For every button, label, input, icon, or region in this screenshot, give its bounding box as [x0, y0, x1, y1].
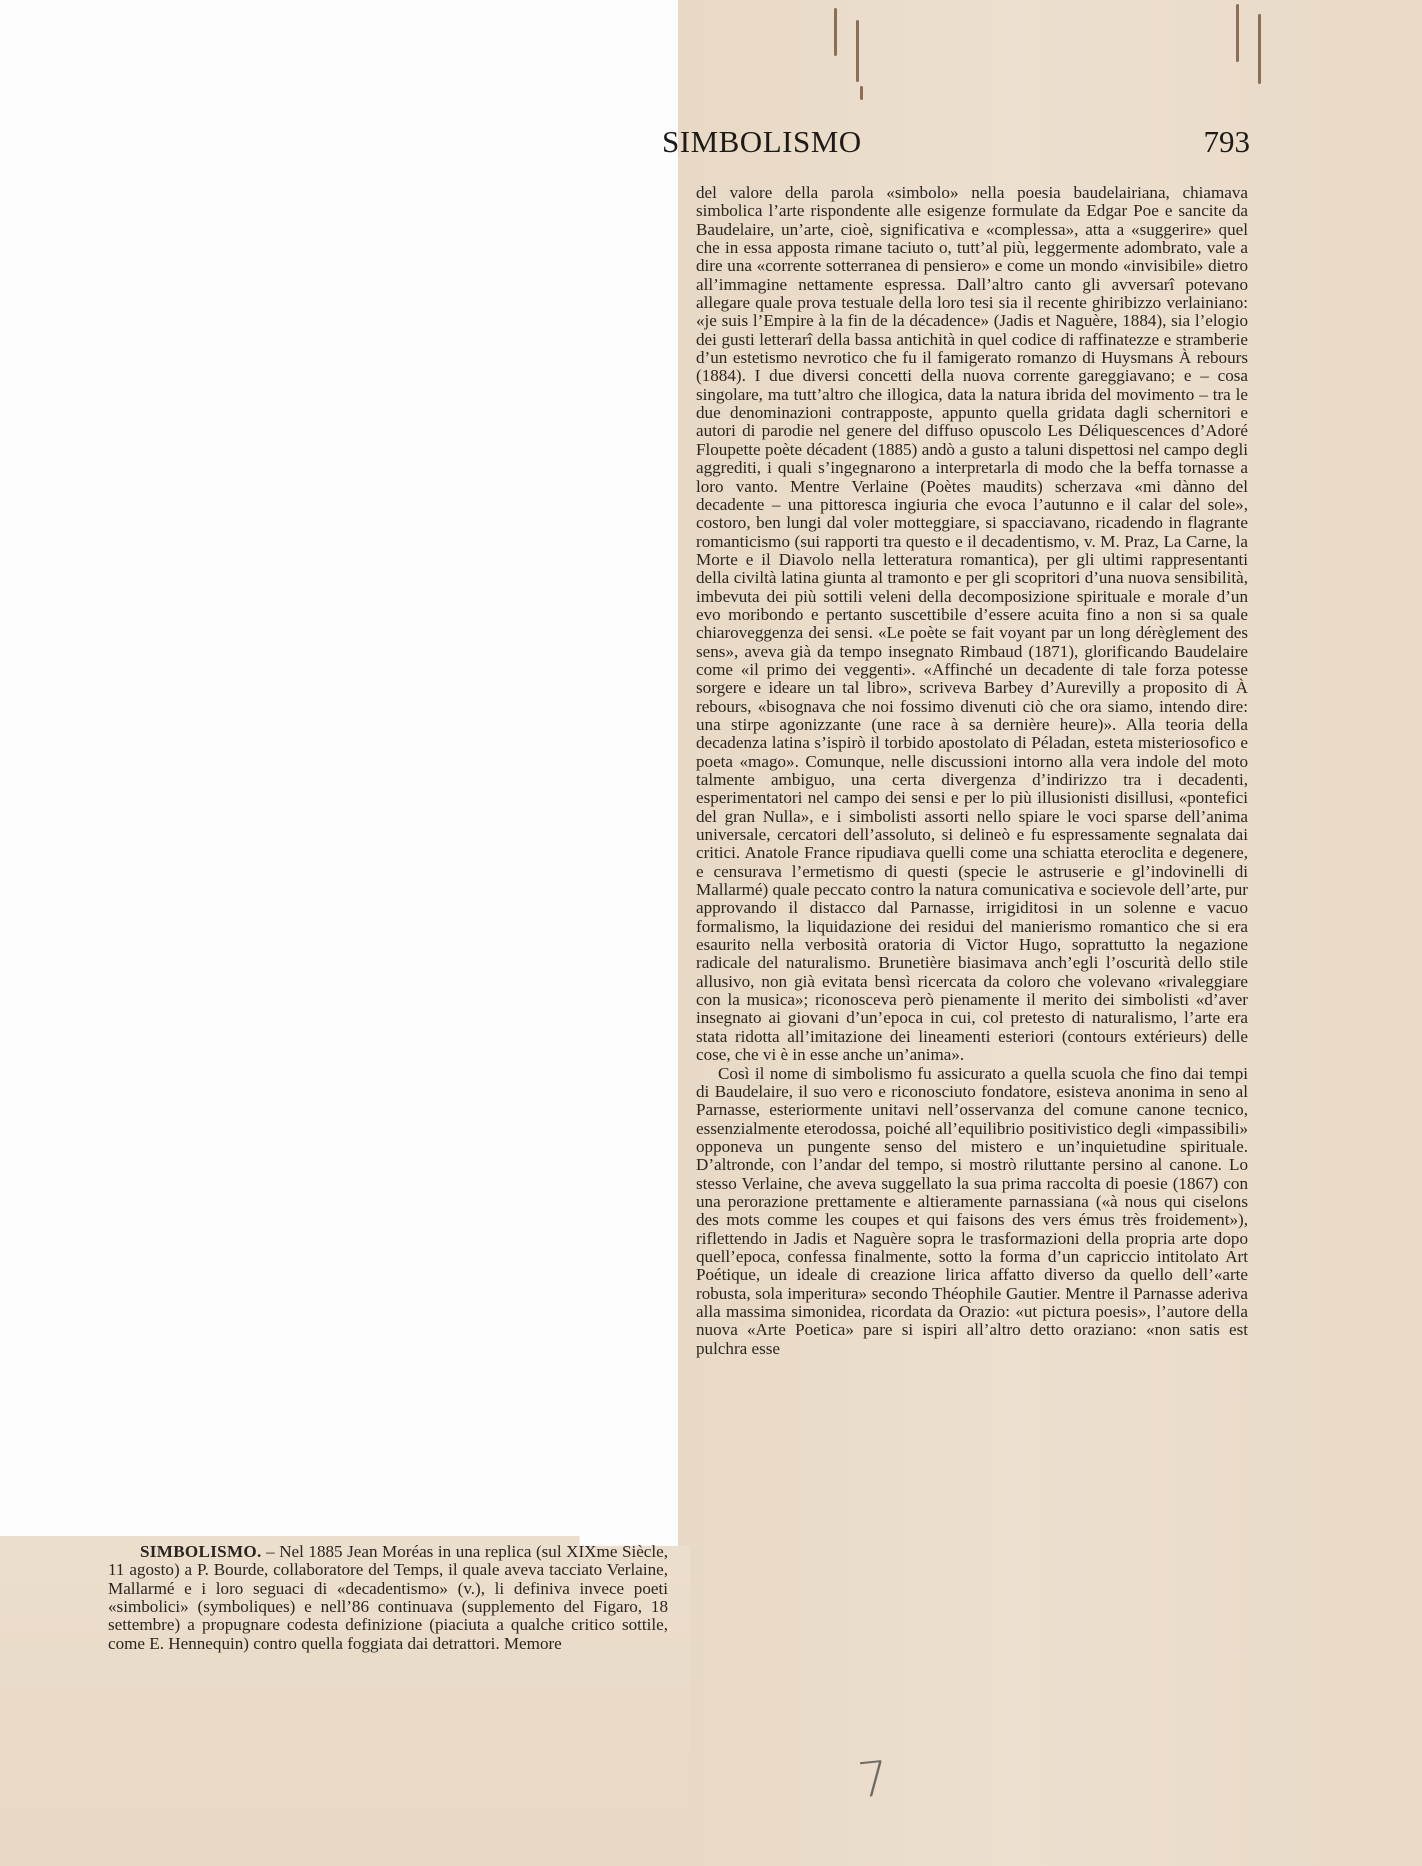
staple-mark-right-2: [1258, 14, 1261, 84]
article-paragraph: Così il nome di simbolismo fu assicurato a quella scuola che fino dai tempi di Baudelaire, il suo vero e riconosciuto fondatore, esisteva anonima in seno al Parnasse, esteriormente unitavi nell’osservanza del comune canone tecnico, essenzialmente eterodossa, poiché all’equilibrio positivistico degli «impassibili» opponeva un pungente senso del mistero e un’inquietudine spirituale. D’altronde, con l’andar del tempo, si mostrò riluttante persino al canone. Lo stesso Verlaine, che aveva suggellato la sua prima raccolta di poesie (1867) con una perorazione prettamente e altieramente parnassiana («à nous qui ciselons des mots comme les coupes et qui faisons des vers émus très froidement»), riflettendo in Jadis et Naguère sopra le trasformazioni della propria arte dopo quell’epoca, confessa finalmente, sotto la forma d’un capriccio intitolato Art Poétique, un ideale di creazione lirica affatto diverso da quello dell’«arte robusta, sola imperitura» secondo Théophile Gautier. Mentre il Parnasse aderiva alla massima simonidea, ricordata da Orazio: «ut pictura poesis», l’autore della nuova «Arte Poetica» pare si ispiri all’altro detto oraziano: «non satis est pulchra esse: [696, 1063, 1248, 1358]
staple-mark-left-2: [856, 20, 859, 82]
article-column: [696, 184, 1248, 1358]
staple-mark-right-1: [1236, 4, 1239, 62]
entry-body: – Nel 1885 Jean Moréas in una replica (sul XIXme Siècle, 11 agosto) a P. Bourde, collaboratore del Temps, il quale aveva tacciato Verlaine, Mallarmé e i loro seguaci di «decadentismo» (v.), li definiva invece poeti «simbolici» (symboliques) e nell’86 continuava (supplemento del Figaro, 18 settembre) a propugnare codesta definizione (piaciuta a qualche critico sottile, come E. Hennequin) contro quella foggiata dai detrattori. Memore: [108, 1542, 668, 1653]
page-header-title: SIMBOLISMO: [662, 124, 862, 159]
staple-mark-left-1: [834, 8, 837, 56]
page-number: 793: [1203, 124, 1250, 159]
article-paragraph: del valore della parola «simbolo» nella poesia baudelairiana, chiamava simbolica l’arte rispondente alle esigenze formulate da Edgar Poe e sancite da Baudelaire, un’arte, cioè, significativa e «complessa», atta a «suggerire» quel che in essa apposta rimane taciuto o, tutt’al più, leggermente adombrato, vale a dire una «corrente sotterranea di pensiero» e come un mondo «invisibile» dietro all’immagine nettamente espressa. Dall’altro canto gli avversarî potevano allegare quale prova testuale della loro tesi sia il recente ghiribizzo verlainiano: «je suis l’Empire à la fin de la décadence» (Jadis et Naguère, 1884), sia l’elogio dei gusti letterarî della bassa antichità in quel codice di raffinatezze e stramberie d’un estetismo nevrotico che fu il famigerato romanzo di Huysmans À rebours (1884). I due diversi concetti della nuova corrente gareggiavano; e – cosa singolare, ma tutt’altro che illogica, data la natura ibrida del movimento – tra le due denominazioni contrapposte, appunto quella gridata dagli schernitori e autori di parodie nel genere del diffuso opuscolo Les Déliquescences d’Adoré Floupette poète décadent (1885) andò a gusto a taluni dispettosi nel campo degli aggrediti, i quali s’ingegnarono a interpretarla di modo che la beffa tornasse a loro vanto. Mentre Verlaine (Poètes maudits) scherzava «mi dànno del decadente – una pittoresca ingiuria che evoca l’autunno e il calar del sole», costoro, ben lungi dal voler motteggiare, si spacciavano, ricadendo in flagrante romanticismo (sui rapporti tra questo e il decadentismo, v. M. Praz, La Carne, la Morte e il Diavolo nella letteratura romantica), per gli ultimi rappresentanti della civiltà latina giunta al tramonto e per gli scopritori d’una nuova sensibilità, imbevuta dei più sottili veleni della decomposizione spirituale e morale d’un evo moribondo e pertanto suscettibile d’essere acuita fino a non si sa quale chiaroveggenza dei sensi. «Le poète se fait voyant par un long dérèglement des sens», aveva già da tempo insegnato Rimbaud (1871), glorificando Baudelaire come «il primo dei veggenti». «Affinché un decadente di tale forza potesse sorgere e ideare un tal libro», scriveva Barbey d’Aurevilly a proposito di À rebours, «bisognava che noi fossimo divenuti ciò che ora siamo, intendo dire: una stirpe agonizzante (une race à sa dernière heure)». Alla teoria della decadenza latina s’ispirò il torbido apostolato di Péladan, esteta misteriosofico e poeta «mago». Comunque, nelle discussioni intorno alla vera indole del moto talmente ambiguo, una certa divergenza d’indirizzo tra i decadenti, esperimentatori nel campo dei sensi e per lo più illusionisti disillusi, «pontefici del gran Nulla», e i simbolisti assorti nello spiare le voci sparse dell’anima universale, cercatori dell’assoluto, si delineò e fu espressamente segnalata dai critici. Anatole France ripudiava quelli come una schiatta eteroclita e degenere, e censurava l’ermetismo di questi (specie le astruserie e gl’indovinelli di Mallarmé) quale peccato contro la natura comunicativa e socievole dell’arte, pur approvando il distacco dal Parnasse, irrigiditosi in un solenne e vacuo formalismo, la liquidazione dei residui del manierismo romantico che si era esaurito nella verbosità oratoria di Victor Hugo, soprattutto la negazione radicale del naturalismo. Brunetière biasimava anch’egli l’oscurità dello stile allusivo, non già evitata bensì ricercata da coloro che volevano «rivaleggiare con la musica»; riconosceva però pienamente il merito dei simbolisti «d’aver insegnato ai giovani d’un’epoca in cui, col pretesto di naturalismo, l’arte era stata ridotta all’imitazione dei lineamenti esteriori (contours extérieurs) delle cose, che vi è in esse anche un’anima».: [696, 183, 1248, 1065]
handwritten-page-number: 7: [855, 1750, 892, 1810]
entry-headword: SIMBOLISMO.: [140, 1542, 262, 1561]
encyclopedia-entry: [108, 1543, 668, 1653]
staple-mark-left-3: [860, 86, 863, 100]
